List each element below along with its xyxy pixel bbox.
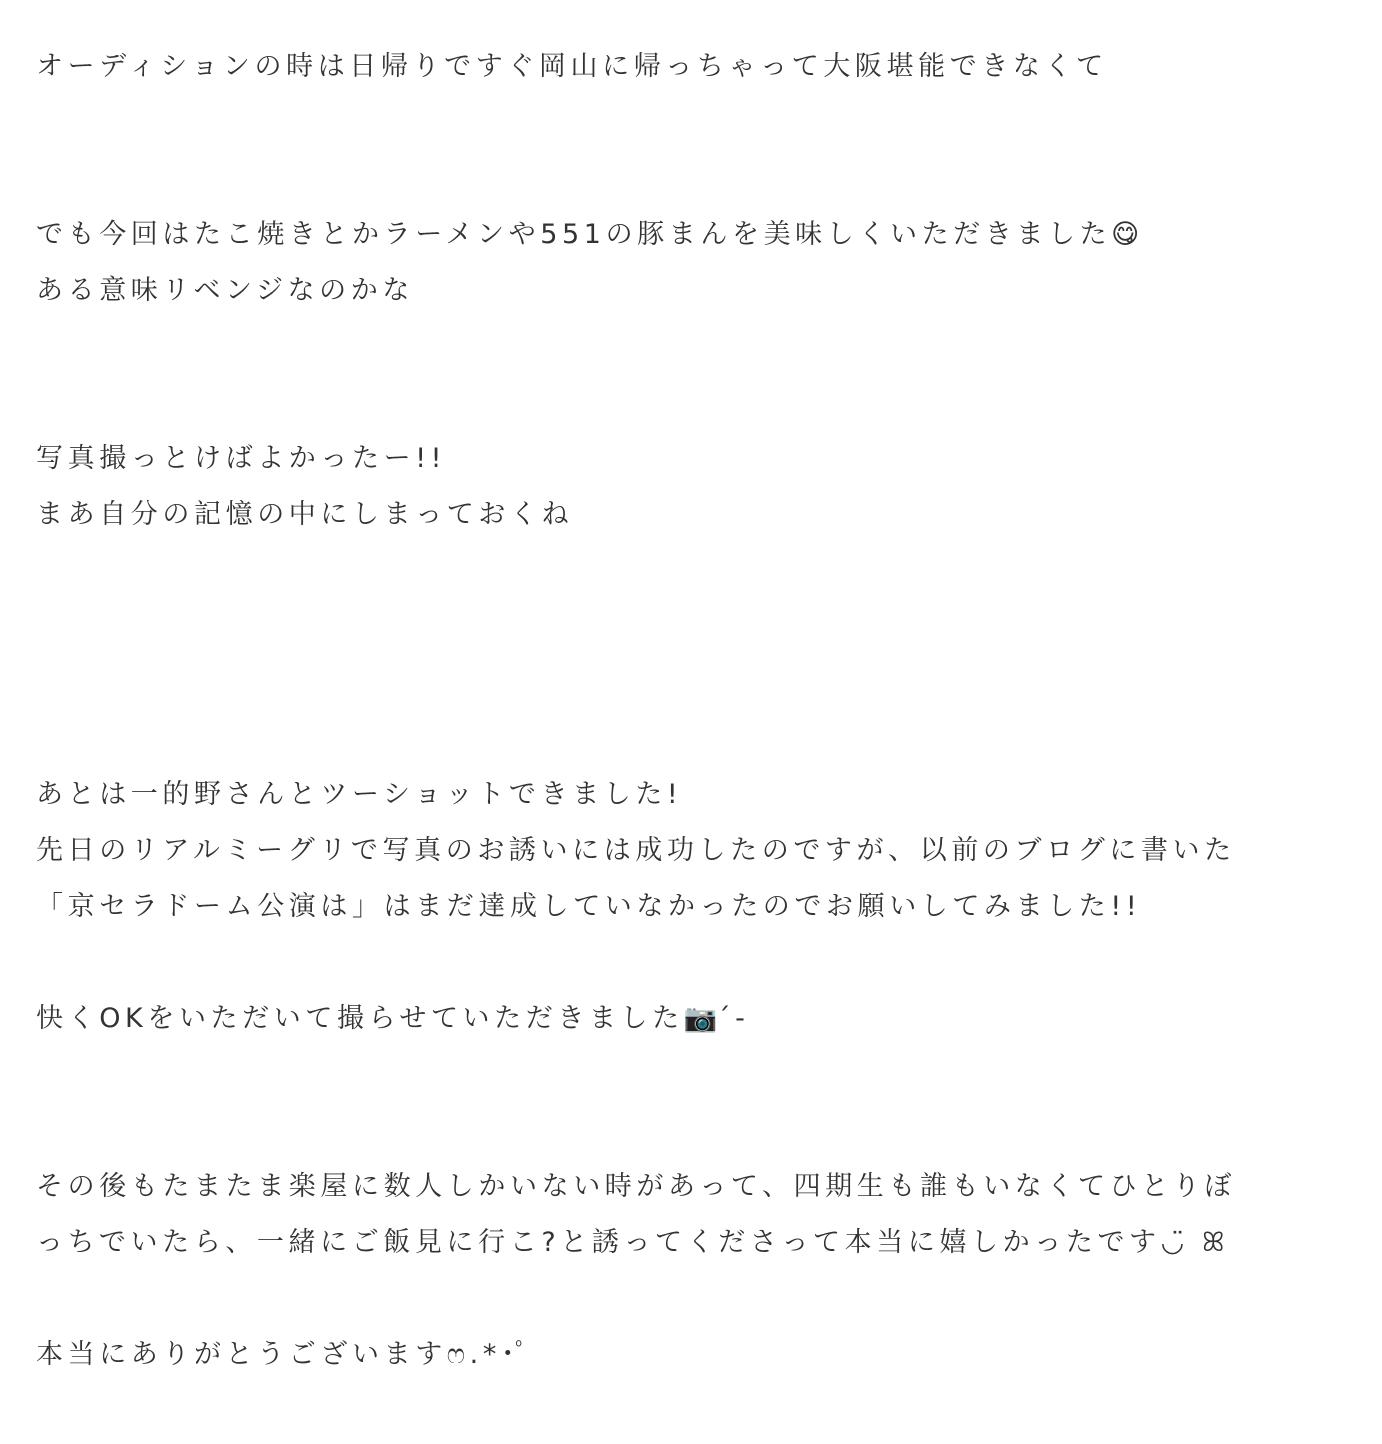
paragraph-line: でも今回はたこ焼きとかラーメンや551の豚まんを美味しくいただきました😋: [36, 219, 1144, 250]
paragraph-line: 先日のリアルミーグリで写真のお誘いには成功したのですが、以前のブログに書いた: [36, 835, 1236, 866]
paragraph-line: まあ自分の記憶の中にしまっておくね: [36, 499, 574, 530]
paragraph-line: 本当にありがとうございますෆ.*･ﾟ: [36, 1339, 533, 1370]
paragraph-line: 写真撮っとけばよかったー!!: [36, 443, 447, 474]
paragraph-line: 「京セラドーム公演は」はまだ達成していなかったのでお願いしてみました!!: [36, 891, 1142, 922]
paragraph-line: っちでいたら、一緒にご飯見に行こ?と誘ってくださって本当に嬉しかったです◡̈ ꕤ: [36, 1227, 1230, 1258]
paragraph-line: 快くOKをいただいて撮らせていただきました📷 ́-: [36, 1003, 750, 1034]
paragraph-line: ある意味リベンジなのかな: [36, 275, 414, 306]
paragraph-line: あとは一的野さんとツーショットできました!: [36, 779, 683, 810]
paragraph-line: その後もたまたま楽屋に数人しかいない時があって、四期生も誰もいなくてひとりぼ: [36, 1171, 1236, 1202]
paragraph-line: オーディションの時は日帰りですぐ岡山に帰っちゃって大阪堪能できなくて: [36, 51, 1108, 82]
